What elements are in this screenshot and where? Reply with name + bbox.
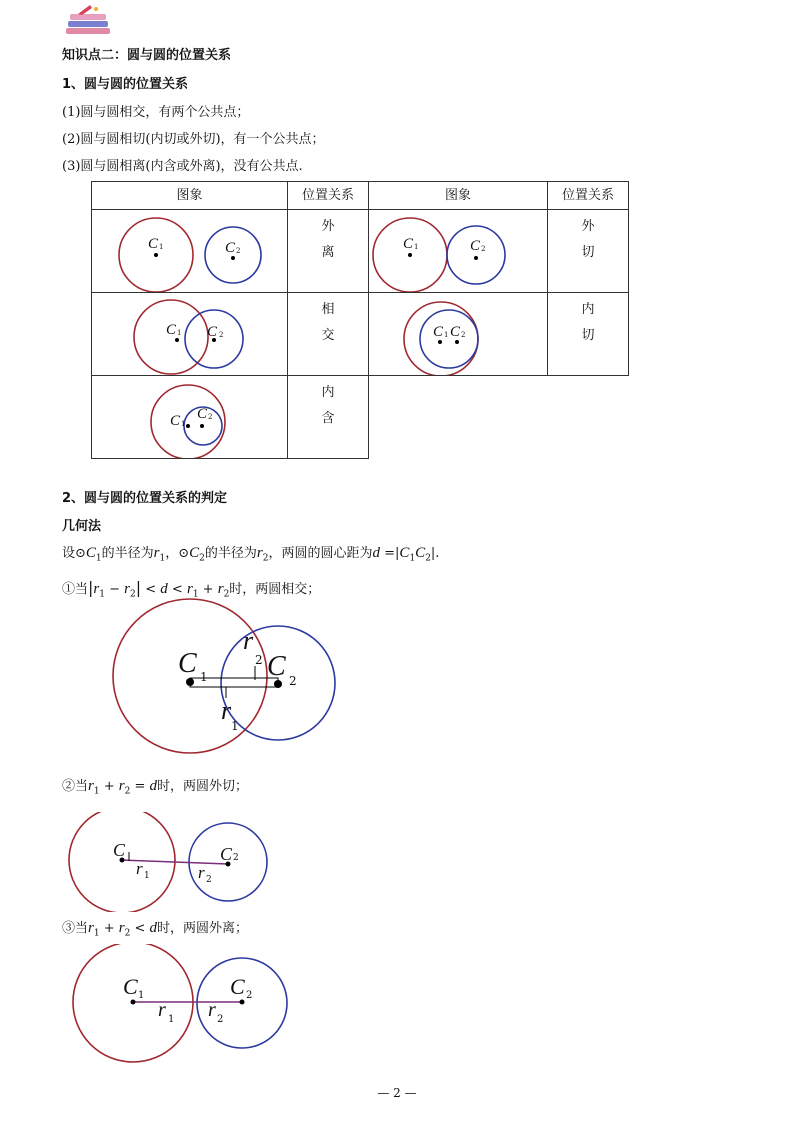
relation-char: 切: [581, 328, 595, 343]
text: ，⊙: [165, 546, 190, 561]
text: ，两圆的圆心距为: [268, 546, 373, 561]
label-r2: r: [198, 863, 205, 882]
label-sub: 2: [255, 653, 263, 667]
figure-cell: [369, 293, 548, 376]
line-2: (2)圆与圆相切(内切或外切)，有一个公共点；: [62, 132, 325, 147]
table-row: [92, 376, 629, 459]
page-title: 知识点二：圆与圆的位置关系: [62, 48, 232, 63]
symbol-c: C: [85, 545, 96, 561]
sub: 1: [159, 553, 166, 564]
sub: 2: [199, 553, 205, 564]
text: <: [167, 582, 187, 597]
circle-c2: [447, 226, 505, 284]
label-sub: 2: [217, 1014, 224, 1025]
fig-xiang-jiao: [92, 293, 287, 375]
center-c2: [474, 256, 478, 260]
relation-char: 含: [321, 411, 335, 426]
relation-cell: [548, 293, 629, 376]
label-c1: C: [178, 648, 197, 679]
label-sub: 1: [181, 420, 186, 428]
text: ②当: [62, 779, 89, 794]
symbol-r: r: [88, 778, 94, 794]
label-c: C: [148, 236, 159, 252]
label-c2: C: [220, 844, 233, 864]
logo-books-icon: [60, 4, 112, 38]
symbol-r: r: [186, 581, 193, 597]
text: <: [130, 921, 150, 936]
text: 的半径为: [101, 546, 154, 561]
label-sub: 2: [206, 875, 212, 885]
center-c2: [200, 424, 204, 428]
label-c: C: [170, 413, 181, 429]
label-c2: C: [230, 974, 245, 999]
page-number: — 2 —: [377, 1086, 417, 1100]
symbol-r: r: [118, 778, 125, 794]
relation-cell: [288, 293, 369, 376]
text: |: [135, 578, 142, 597]
center-c2: [240, 1000, 245, 1005]
figure-intersect: [100, 598, 350, 768]
label-c2: C: [267, 651, 286, 682]
label-c: C: [207, 324, 218, 340]
relation-char: 内: [581, 302, 595, 317]
text: =|: [380, 546, 400, 561]
empty-cell: [548, 376, 629, 459]
line-1: (1)圆与圆相交，有两个公共点；: [62, 105, 250, 120]
case-1-line: [62, 578, 320, 600]
sub: 1: [93, 928, 100, 939]
text: 设⊙: [62, 546, 86, 561]
sub: 2: [124, 786, 131, 797]
center-c1: [408, 253, 412, 257]
text: 时，两圆外切；: [157, 779, 249, 794]
label-c: C: [197, 406, 208, 422]
figure-cell: [92, 210, 288, 293]
label-c: C: [433, 324, 444, 340]
figure-tangent: [65, 812, 275, 912]
circle-c1: [151, 385, 225, 458]
symbol-d: d: [372, 545, 381, 561]
symbol-c: C: [189, 545, 200, 561]
figure-cell: [369, 210, 548, 293]
relation-char: 内: [321, 385, 335, 400]
symbol-d: d: [160, 581, 168, 597]
figure-cell: [92, 293, 288, 376]
case-3-line: [62, 917, 248, 939]
symbol-d: d: [149, 920, 158, 936]
text: =: [130, 779, 150, 794]
relation-char: 离: [321, 245, 335, 260]
table-row: [92, 210, 629, 293]
symbol-r: r: [88, 920, 94, 936]
label-r1: r: [158, 999, 166, 1021]
sub: 1: [95, 553, 102, 564]
text: 的半径为: [204, 546, 257, 561]
relation-cell: [288, 210, 369, 293]
figure-cell: [92, 376, 288, 459]
center-c1: [131, 1000, 136, 1005]
label-sub: 2: [219, 331, 224, 339]
relation-char: 相: [321, 302, 335, 317]
text: −: [104, 582, 125, 597]
label-sub: 2: [208, 413, 213, 421]
symbol-r: r: [217, 581, 224, 597]
label-sub: 1: [159, 243, 164, 251]
text: |.: [430, 546, 440, 561]
fig-wai-qie: [369, 210, 547, 292]
text: 时，两圆相交；: [229, 582, 321, 597]
circle-c2: [420, 310, 478, 368]
relation-table: [91, 181, 629, 459]
figure-separate: [70, 944, 295, 1064]
relation-char: 切: [581, 245, 595, 260]
empty-cell: [369, 376, 548, 459]
sub: 1: [93, 786, 100, 797]
label-sub: 2: [481, 245, 486, 253]
label-c: C: [166, 322, 177, 338]
label-c: C: [225, 240, 236, 256]
text: +: [99, 921, 119, 936]
label-c: C: [403, 236, 414, 252]
label-c1: C: [113, 840, 126, 860]
relation-char: 外: [581, 219, 595, 234]
center-c1: [186, 424, 190, 428]
section-1-title: 1、圆与圆的位置关系: [62, 77, 189, 92]
fig-nei-han: [92, 376, 287, 458]
symbol-r: r: [118, 920, 125, 936]
symbol-c: C: [399, 545, 410, 561]
label-r1: r: [221, 696, 232, 725]
sub: 2: [130, 589, 136, 600]
label-c: C: [450, 324, 461, 340]
symbol-d: d: [149, 778, 158, 794]
table-row: [92, 293, 629, 376]
sub: 2: [223, 589, 230, 600]
fig-wai-li: [92, 210, 287, 292]
sub: 1: [99, 589, 105, 600]
relation-cell: [548, 210, 629, 293]
sub: 1: [192, 589, 199, 600]
label-sub: 2: [233, 853, 239, 863]
label-sub: 2: [289, 674, 297, 688]
label-sub: 1: [444, 331, 449, 339]
label-sub: 1: [138, 990, 145, 1001]
relation-char: 交: [321, 328, 335, 343]
sub: 1: [409, 553, 416, 564]
label-sub: 1: [144, 871, 150, 881]
text: |: [88, 578, 94, 597]
label-sub: 2: [246, 990, 253, 1001]
symbol-r: r: [93, 581, 100, 597]
sub: 2: [425, 553, 431, 564]
table-header-cell: 位置关系: [288, 182, 369, 210]
text: 时，两圆外离；: [157, 921, 249, 936]
text: +: [99, 779, 119, 794]
symbol-r: r: [124, 581, 130, 597]
symbol-r: r: [256, 545, 263, 561]
figure-intersect-svg: [100, 598, 350, 768]
section-2-title: 2、圆与圆的位置关系的判定: [62, 491, 228, 506]
symbol-r: r: [153, 545, 160, 561]
label-sub: 1: [231, 719, 239, 733]
sub: 2: [262, 553, 269, 564]
table-header-cell: 图象: [369, 182, 548, 210]
text: ①当: [62, 582, 89, 597]
line-3: (3)圆与圆相离(内含或外离)，没有公共点.: [62, 159, 303, 174]
table-header-cell: 图象: [92, 182, 288, 210]
label-c: C: [470, 238, 481, 254]
label-sub: 2: [236, 247, 241, 255]
setup-line: [62, 542, 439, 564]
label-sub: 1: [200, 670, 208, 684]
text: +: [198, 582, 218, 597]
method-title: 几何法: [62, 519, 102, 534]
center-c1: [154, 253, 158, 257]
figure-separate-svg: [70, 944, 295, 1064]
label-r2: r: [243, 626, 254, 655]
text: <: [141, 582, 161, 597]
table-header-cell: 位置关系: [548, 182, 629, 210]
label-sub: 1: [177, 329, 182, 337]
text: ③当: [62, 921, 89, 936]
table-header-row: [92, 182, 629, 210]
relation-char: 外: [321, 219, 335, 234]
label-sub: 2: [461, 331, 466, 339]
sub: 2: [124, 928, 131, 939]
label-r1: r: [136, 859, 143, 878]
label-r2: r: [208, 999, 216, 1021]
label-c1: C: [123, 974, 138, 999]
relation-cell: [288, 376, 369, 459]
symbol-c: C: [415, 545, 426, 561]
figure-tangent-svg: [65, 812, 275, 912]
case-2-line: [62, 775, 248, 797]
label-sub: 1: [168, 1014, 175, 1025]
label-sub: 1: [414, 243, 419, 251]
